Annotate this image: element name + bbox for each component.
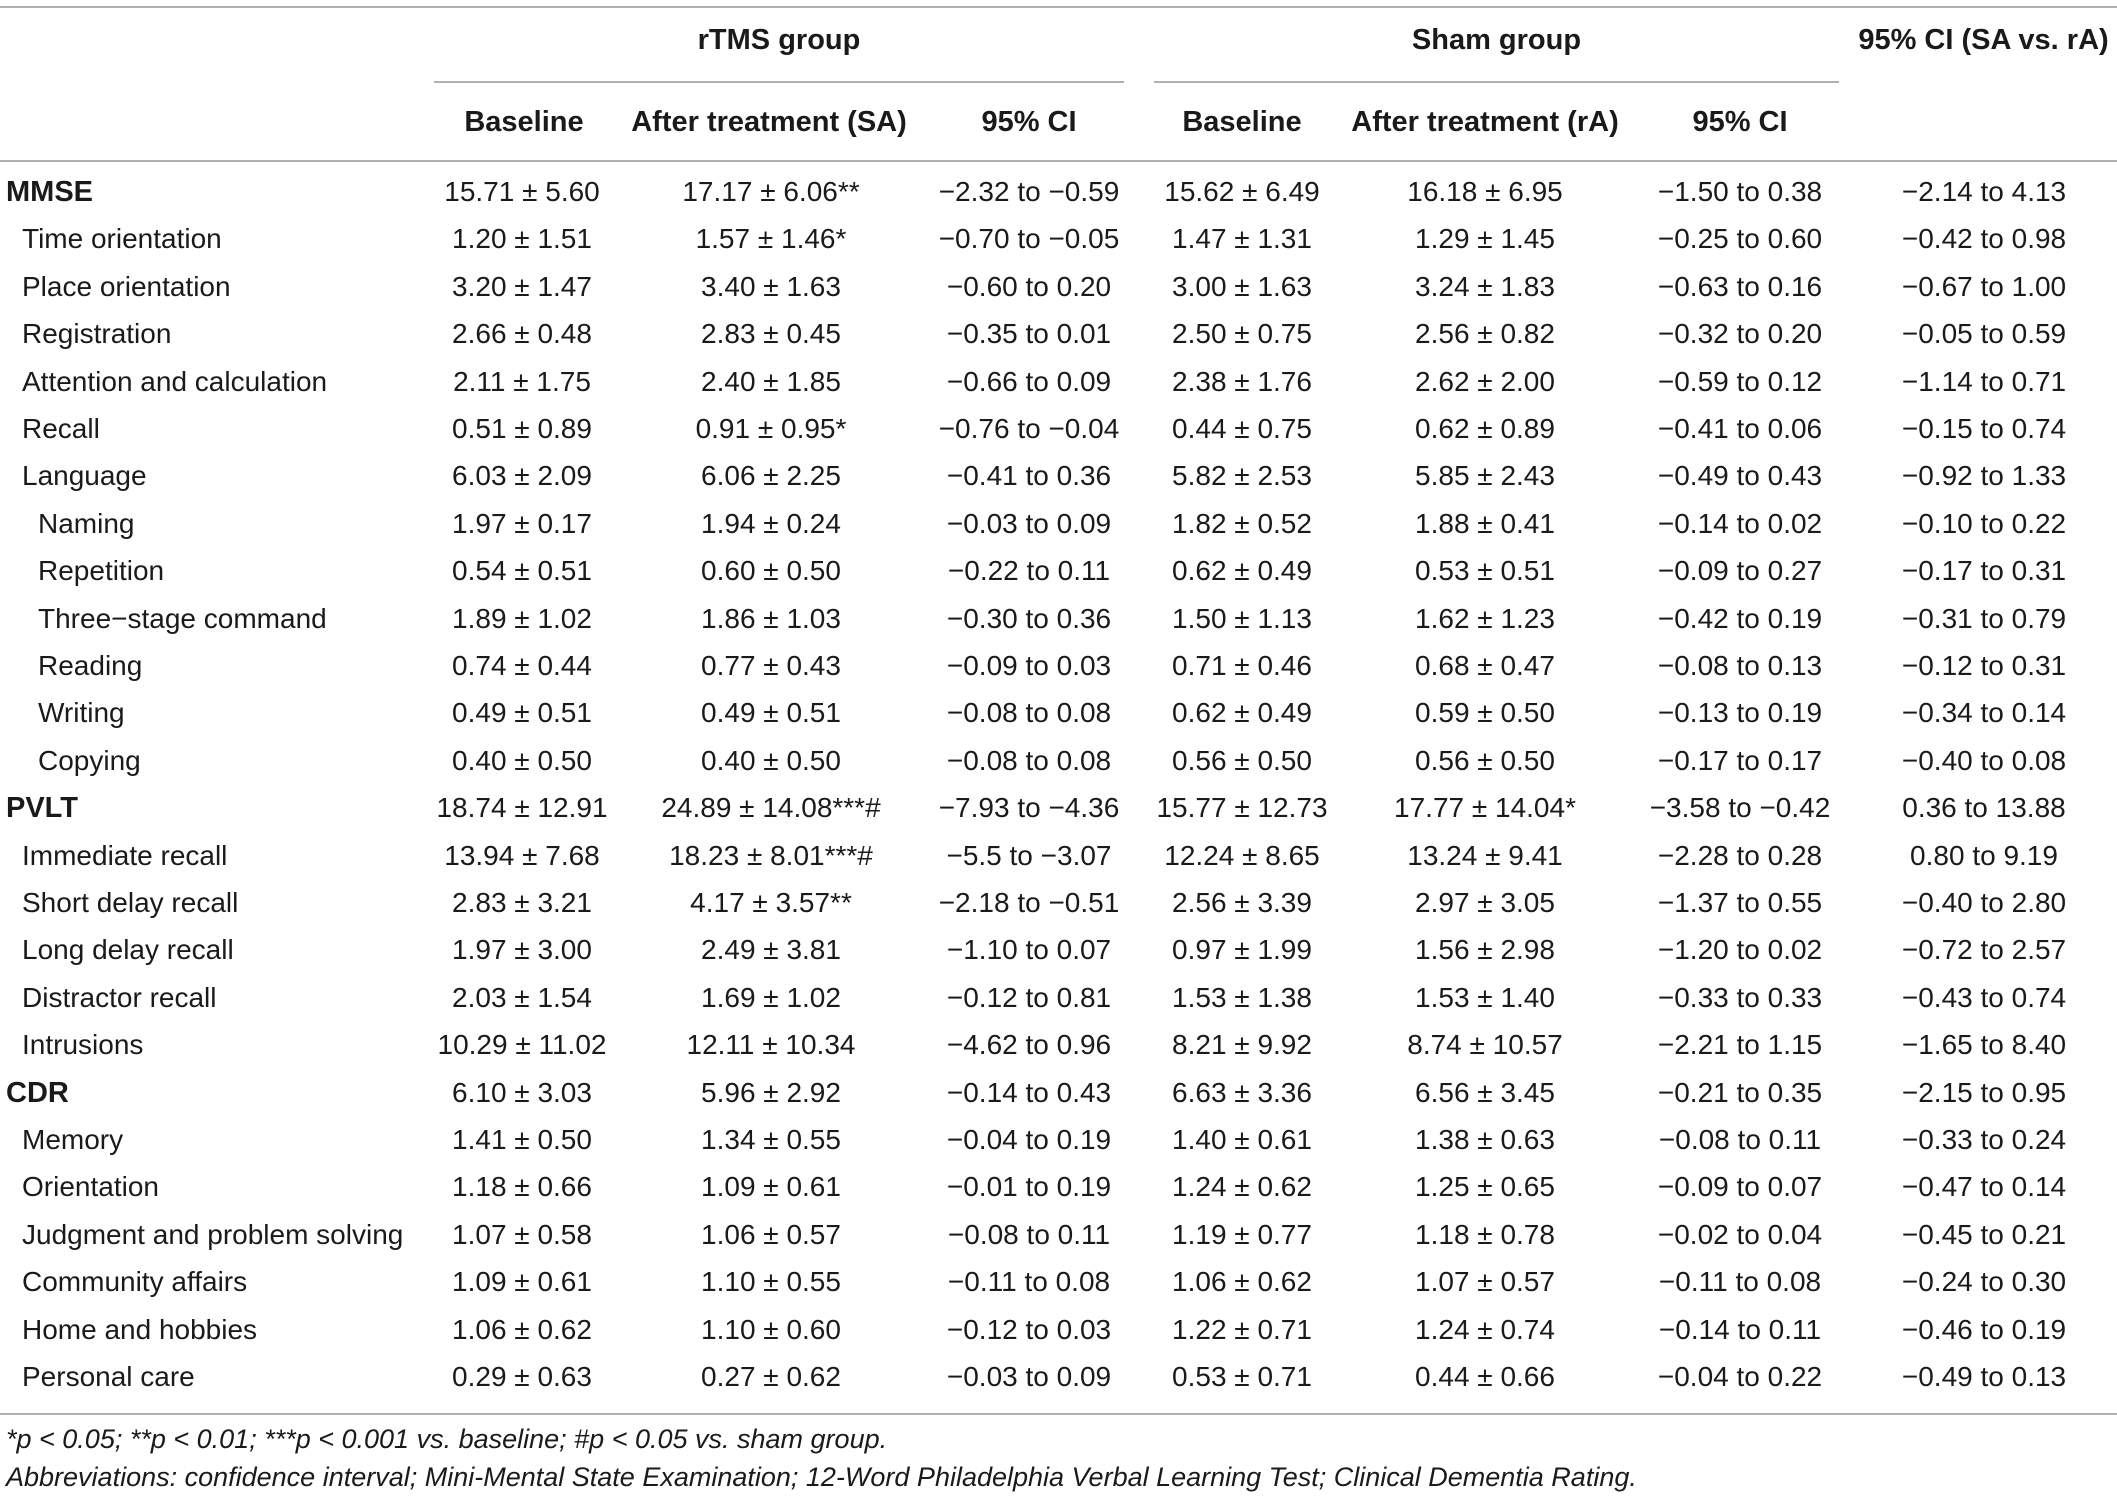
row-label: Attention and calculation xyxy=(22,366,328,397)
sham-after-cell: 6.56 ± 3.45 xyxy=(1415,1077,1555,1108)
sham-after-cell: 0.56 ± 0.50 xyxy=(1415,745,1555,776)
row-label: Repetition xyxy=(38,555,165,586)
ci-sa-vs-ra-cell: −2.14 to 4.13 xyxy=(1901,176,2067,207)
rtms-ci-cell: −0.03 to 0.09 xyxy=(946,508,1112,539)
row-label: Long delay recall xyxy=(22,934,234,965)
sham-ci-cell: −0.13 to 0.19 xyxy=(1657,697,1823,728)
sham-baseline-cell: 6.63 ± 3.36 xyxy=(1172,1077,1312,1108)
row-label: Orientation xyxy=(22,1171,159,1202)
rtms-after-cell: 6.06 ± 2.25 xyxy=(701,460,841,491)
sham-ci-cell: −1.20 to 0.02 xyxy=(1657,934,1823,965)
row-label: Personal care xyxy=(22,1361,195,1392)
sham-baseline-cell: 1.06 ± 0.62 xyxy=(1172,1266,1312,1297)
sham-ci-cell: −0.11 to 0.08 xyxy=(1658,1266,1822,1297)
ci-sa-vs-ra-cell: −0.17 to 0.31 xyxy=(1901,555,2067,586)
rtms-after-cell: 0.40 ± 0.50 xyxy=(701,745,841,776)
rtms-ci-cell: −0.41 to 0.36 xyxy=(946,460,1112,491)
ci-sa-vs-ra-cell: −0.43 to 0.74 xyxy=(1901,982,2067,1013)
rtms-baseline-cell: 2.11 ± 1.75 xyxy=(453,366,591,397)
sham-after-cell: 2.97 ± 3.05 xyxy=(1415,887,1555,918)
rtms-ci-cell: −1.10 to 0.07 xyxy=(946,934,1112,965)
rtms-after-cell: 0.49 ± 0.51 xyxy=(701,697,841,728)
rtms-ci-cell: −0.66 to 0.09 xyxy=(946,366,1112,397)
row-label: Reading xyxy=(38,650,143,681)
sham-ci-cell: −0.21 to 0.35 xyxy=(1657,1077,1823,1108)
rtms-baseline-cell: 6.03 ± 2.09 xyxy=(452,460,592,491)
rtms-baseline-cell: 10.29 ± 11.02 xyxy=(437,1029,607,1060)
rtms-ci-cell: −2.32 to −0.59 xyxy=(938,176,1120,207)
sham-after-cell: 5.85 ± 2.43 xyxy=(1415,460,1555,491)
ci-sa-vs-ra-cell: −0.40 to 2.80 xyxy=(1901,887,2067,918)
ci-sa-vs-ra-cell: 0.36 to 13.88 xyxy=(1902,792,2066,823)
row-label: Copying xyxy=(38,745,141,776)
ci-sa-vs-ra-cell: −0.42 to 0.98 xyxy=(1901,223,2067,254)
sham-ci-cell: −2.21 to 1.15 xyxy=(1657,1029,1823,1060)
sham-after-cell: 1.88 ± 0.41 xyxy=(1415,508,1555,539)
rtms-baseline-cell: 0.29 ± 0.63 xyxy=(452,1361,592,1392)
sham-baseline-cell: 0.97 ± 1.99 xyxy=(1172,934,1312,965)
rtms-baseline-cell: 18.74 ± 12.91 xyxy=(436,792,608,823)
rtms-after-cell: 1.57 ± 1.46* xyxy=(695,223,847,254)
ci-sa-vs-ra-cell: 0.80 to 9.19 xyxy=(1910,840,2058,871)
header-sham-baseline: Baseline xyxy=(1182,106,1302,138)
rtms-baseline-cell: 3.20 ± 1.47 xyxy=(452,271,592,302)
sham-ci-cell: −0.14 to 0.02 xyxy=(1657,508,1823,539)
sham-baseline-cell: 0.56 ± 0.50 xyxy=(1172,745,1312,776)
rtms-baseline-cell: 2.66 ± 0.48 xyxy=(452,318,592,349)
row-label: Writing xyxy=(38,697,125,728)
rtms-ci-cell: −4.62 to 0.96 xyxy=(946,1029,1112,1060)
header-rtms-after: After treatment (SA) xyxy=(631,106,907,138)
rtms-after-cell: 1.06 ± 0.57 xyxy=(701,1219,841,1250)
rtms-after-cell: 1.86 ± 1.03 xyxy=(701,603,841,634)
row-label: Naming xyxy=(38,508,135,539)
ci-sa-vs-ra-cell: −0.45 to 0.21 xyxy=(1901,1219,2067,1250)
rtms-ci-cell: −0.12 to 0.03 xyxy=(946,1314,1112,1345)
sham-after-cell: 1.56 ± 2.98 xyxy=(1415,934,1555,965)
rtms-ci-cell: −0.35 to 0.01 xyxy=(946,318,1112,349)
rtms-baseline-cell: 1.97 ± 3.00 xyxy=(452,934,592,965)
rtms-after-cell: 5.96 ± 2.92 xyxy=(701,1077,841,1108)
rtms-ci-cell: −0.01 to 0.19 xyxy=(946,1171,1112,1202)
header-bottom-rule xyxy=(0,160,2117,162)
ci-sa-vs-ra-cell: −0.10 to 0.22 xyxy=(1901,508,2067,539)
rtms-after-cell: 24.89 ± 14.08***# xyxy=(661,792,881,823)
ci-sa-vs-ra-cell: −0.47 to 0.14 xyxy=(1901,1171,2067,1202)
ci-sa-vs-ra-cell: −0.33 to 0.24 xyxy=(1901,1124,2067,1155)
table-top-rule xyxy=(0,6,2117,8)
sham-baseline-cell: 1.19 ± 0.77 xyxy=(1172,1219,1312,1250)
section-label: PVLT xyxy=(6,792,78,824)
rtms-ci-cell: −0.60 to 0.20 xyxy=(946,271,1112,302)
rtms-ci-cell: −0.76 to −0.04 xyxy=(938,413,1120,444)
sham-after-cell: 1.07 ± 0.57 xyxy=(1415,1266,1555,1297)
rtms-after-cell: 18.23 ± 8.01***# xyxy=(669,840,873,871)
rtms-after-cell: 2.83 ± 0.45 xyxy=(701,318,841,349)
ci-sa-vs-ra-cell: −0.31 to 0.79 xyxy=(1901,603,2067,634)
rtms-group-rule xyxy=(434,81,1124,83)
footnote-abbreviations: Abbreviations: confidence interval; Mini-Mental State Examination; 12-Word Philadelphia Verbal Learning Test; Clinical Dementia Rating. xyxy=(6,1462,1637,1492)
sham-after-cell: 13.24 ± 9.41 xyxy=(1407,840,1563,871)
rtms-baseline-cell: 2.03 ± 1.54 xyxy=(452,982,592,1013)
rtms-after-cell: 2.49 ± 3.81 xyxy=(701,934,841,965)
rtms-baseline-cell: 0.54 ± 0.51 xyxy=(452,555,592,586)
rtms-ci-cell: −0.08 to 0.11 xyxy=(947,1219,1111,1250)
header-sham-ci: 95% CI xyxy=(1692,106,1788,138)
sham-ci-cell: −0.09 to 0.07 xyxy=(1657,1171,1823,1202)
sham-after-cell: 0.44 ± 0.66 xyxy=(1415,1361,1555,1392)
ci-sa-vs-ra-cell: −0.34 to 0.14 xyxy=(1901,697,2067,728)
sham-baseline-cell: 1.82 ± 0.52 xyxy=(1172,508,1312,539)
sham-baseline-cell: 2.56 ± 3.39 xyxy=(1172,887,1312,918)
sham-baseline-cell: 1.22 ± 0.71 xyxy=(1172,1314,1312,1345)
rtms-baseline-cell: 15.71 ± 5.60 xyxy=(444,176,600,207)
sham-ci-cell: −0.08 to 0.13 xyxy=(1657,650,1823,681)
sham-ci-cell: −1.37 to 0.55 xyxy=(1657,887,1823,918)
rtms-baseline-cell: 1.41 ± 0.50 xyxy=(452,1124,592,1155)
row-label: Language xyxy=(22,460,147,491)
sham-ci-cell: −1.50 to 0.38 xyxy=(1657,176,1823,207)
sham-baseline-cell: 3.00 ± 1.63 xyxy=(1172,271,1312,302)
rtms-baseline-cell: 1.06 ± 0.62 xyxy=(452,1314,592,1345)
rtms-ci-cell: −0.30 to 0.36 xyxy=(946,603,1112,634)
sham-ci-cell: −0.42 to 0.19 xyxy=(1657,603,1823,634)
rtms-after-cell: 1.10 ± 0.60 xyxy=(701,1314,841,1345)
sham-baseline-cell: 2.38 ± 1.76 xyxy=(1172,366,1312,397)
rtms-after-cell: 4.17 ± 3.57** xyxy=(690,887,852,918)
rtms-ci-cell: −0.12 to 0.81 xyxy=(946,982,1112,1013)
row-label: Short delay recall xyxy=(22,887,239,918)
sham-ci-cell: −2.28 to 0.28 xyxy=(1657,840,1823,871)
ci-sa-vs-ra-cell: −1.65 to 8.40 xyxy=(1901,1029,2067,1060)
row-label: Memory xyxy=(22,1124,124,1155)
sham-ci-cell: −0.17 to 0.17 xyxy=(1657,745,1823,776)
rtms-ci-cell: −0.03 to 0.09 xyxy=(946,1361,1112,1392)
rtms-ci-cell: −0.09 to 0.03 xyxy=(946,650,1112,681)
sham-after-cell: 0.62 ± 0.89 xyxy=(1415,413,1555,444)
ci-sa-vs-ra-cell: −0.46 to 0.19 xyxy=(1901,1314,2067,1345)
rtms-after-cell: 1.34 ± 0.55 xyxy=(701,1124,841,1155)
rtms-after-cell: 0.27 ± 0.62 xyxy=(701,1361,841,1392)
header-rtms-ci: 95% CI xyxy=(981,106,1077,138)
rtms-ci-cell: −0.70 to −0.05 xyxy=(938,223,1120,254)
sham-baseline-cell: 15.77 ± 12.73 xyxy=(1156,792,1328,823)
rtms-baseline-cell: 0.49 ± 0.51 xyxy=(452,697,592,728)
ci-sa-vs-ra-cell: −0.05 to 0.59 xyxy=(1901,318,2067,349)
sham-baseline-cell: 5.82 ± 2.53 xyxy=(1172,460,1312,491)
rtms-ci-cell: −7.93 to −4.36 xyxy=(938,792,1120,823)
ci-sa-vs-ra-cell: −0.49 to 0.13 xyxy=(1901,1361,2067,1392)
header-rtms-group: rTMS group xyxy=(697,24,861,56)
rtms-after-cell: 0.77 ± 0.43 xyxy=(701,650,841,681)
rtms-baseline-cell: 1.09 ± 0.61 xyxy=(452,1266,592,1297)
sham-baseline-cell: 1.47 ± 1.31 xyxy=(1172,223,1312,254)
ci-sa-vs-ra-cell: −0.15 to 0.74 xyxy=(1901,413,2067,444)
rtms-after-cell: 3.40 ± 1.63 xyxy=(701,271,841,302)
sham-ci-cell: −0.32 to 0.20 xyxy=(1657,318,1823,349)
rtms-baseline-cell: 0.74 ± 0.44 xyxy=(452,650,592,681)
rtms-after-cell: 1.69 ± 1.02 xyxy=(701,982,841,1013)
rtms-baseline-cell: 1.97 ± 0.17 xyxy=(452,508,592,539)
ci-sa-vs-ra-cell: −0.67 to 1.00 xyxy=(1901,271,2067,302)
rtms-baseline-cell: 13.94 ± 7.68 xyxy=(444,840,600,871)
sham-baseline-cell: 1.40 ± 0.61 xyxy=(1172,1124,1312,1155)
ci-sa-vs-ra-cell: −2.15 to 0.95 xyxy=(1901,1077,2067,1108)
row-label: Immediate recall xyxy=(22,840,228,871)
footnote-significance: *p < 0.05; **p < 0.01; ***p < 0.001 vs. baseline; #p < 0.05 vs. sham group. xyxy=(6,1424,888,1454)
sham-ci-cell: −0.02 to 0.04 xyxy=(1657,1219,1823,1250)
sham-after-cell: 2.56 ± 0.82 xyxy=(1415,318,1555,349)
sham-ci-cell: −0.59 to 0.12 xyxy=(1657,366,1823,397)
header-ci-sa-vs-ra: 95% CI (SA vs. rA) xyxy=(1858,24,2109,56)
sham-after-cell: 0.59 ± 0.50 xyxy=(1415,697,1555,728)
rtms-ci-cell: −0.04 to 0.19 xyxy=(946,1124,1112,1155)
rtms-baseline-cell: 2.83 ± 3.21 xyxy=(452,887,592,918)
sham-after-cell: 1.53 ± 1.40 xyxy=(1415,982,1555,1013)
ci-sa-vs-ra-cell: −0.72 to 2.57 xyxy=(1901,934,2067,965)
sham-after-cell: 1.25 ± 0.65 xyxy=(1415,1171,1555,1202)
sham-after-cell: 1.18 ± 0.78 xyxy=(1415,1219,1555,1250)
rtms-after-cell: 1.10 ± 0.55 xyxy=(701,1266,841,1297)
row-label: Home and hobbies xyxy=(22,1314,258,1345)
rtms-after-cell: 0.91 ± 0.95* xyxy=(695,413,847,444)
section-label: CDR xyxy=(6,1077,69,1109)
row-label: Community affairs xyxy=(22,1266,248,1297)
rtms-after-cell: 12.11 ± 10.34 xyxy=(686,1029,856,1060)
rtms-ci-cell: −2.18 to −0.51 xyxy=(938,887,1120,918)
sham-ci-cell: −0.33 to 0.33 xyxy=(1657,982,1823,1013)
sham-baseline-cell: 1.50 ± 1.13 xyxy=(1172,603,1312,634)
sham-ci-cell: −0.08 to 0.11 xyxy=(1658,1124,1822,1155)
section-label: MMSE xyxy=(6,176,93,208)
rtms-ci-cell: −0.11 to 0.08 xyxy=(947,1266,1111,1297)
sham-group-rule xyxy=(1154,81,1839,83)
sham-ci-cell: −0.04 to 0.22 xyxy=(1657,1361,1823,1392)
sham-baseline-cell: 0.71 ± 0.46 xyxy=(1172,650,1312,681)
sham-baseline-cell: 1.24 ± 0.62 xyxy=(1172,1171,1312,1202)
rtms-ci-cell: −0.08 to 0.08 xyxy=(946,745,1112,776)
rtms-after-cell: 1.94 ± 0.24 xyxy=(701,508,841,539)
ci-sa-vs-ra-cell: −0.40 to 0.08 xyxy=(1901,745,2067,776)
sham-after-cell: 1.38 ± 0.63 xyxy=(1415,1124,1555,1155)
rtms-after-cell: 1.09 ± 0.61 xyxy=(701,1171,841,1202)
sham-ci-cell: −0.09 to 0.27 xyxy=(1657,555,1823,586)
rtms-after-cell: 0.60 ± 0.50 xyxy=(701,555,841,586)
sham-after-cell: 1.62 ± 1.23 xyxy=(1415,603,1555,634)
row-label: Time orientation xyxy=(22,223,222,254)
header-sham-after: After treatment (rA) xyxy=(1351,106,1619,138)
rtms-ci-cell: −0.08 to 0.08 xyxy=(946,697,1112,728)
rtms-baseline-cell: 1.18 ± 0.66 xyxy=(452,1171,592,1202)
sham-after-cell: 2.62 ± 2.00 xyxy=(1415,366,1555,397)
sham-baseline-cell: 0.62 ± 0.49 xyxy=(1172,555,1312,586)
sham-after-cell: 3.24 ± 1.83 xyxy=(1415,271,1555,302)
row-label: Intrusions xyxy=(22,1029,144,1060)
sham-after-cell: 1.24 ± 0.74 xyxy=(1415,1314,1555,1345)
row-label: Recall xyxy=(22,413,100,444)
ci-sa-vs-ra-cell: −0.24 to 0.30 xyxy=(1901,1266,2067,1297)
sham-baseline-cell: 8.21 ± 9.92 xyxy=(1172,1029,1312,1060)
sham-baseline-cell: 0.62 ± 0.49 xyxy=(1172,697,1312,728)
ci-sa-vs-ra-cell: −0.92 to 1.33 xyxy=(1901,460,2067,491)
sham-baseline-cell: 15.62 ± 6.49 xyxy=(1164,176,1320,207)
sham-ci-cell: −3.58 to −0.42 xyxy=(1649,792,1831,823)
sham-ci-cell: −0.14 to 0.11 xyxy=(1658,1314,1822,1345)
rtms-baseline-cell: 6.10 ± 3.03 xyxy=(452,1077,592,1108)
sham-ci-cell: −0.49 to 0.43 xyxy=(1657,460,1823,491)
row-label: Three−stage command xyxy=(38,603,327,634)
sham-baseline-cell: 0.44 ± 0.75 xyxy=(1172,413,1312,444)
sham-baseline-cell: 1.53 ± 1.38 xyxy=(1172,982,1312,1013)
rtms-after-cell: 17.17 ± 6.06** xyxy=(682,176,860,207)
sham-ci-cell: −0.41 to 0.06 xyxy=(1657,413,1823,444)
sham-baseline-cell: 12.24 ± 8.65 xyxy=(1164,840,1320,871)
row-label: Registration xyxy=(22,318,172,349)
sham-after-cell: 17.77 ± 14.04* xyxy=(1394,792,1576,823)
header-sham-group: Sham group xyxy=(1411,24,1582,56)
rtms-baseline-cell: 1.20 ± 1.51 xyxy=(452,223,592,254)
sham-ci-cell: −0.25 to 0.60 xyxy=(1657,223,1823,254)
sham-after-cell: 16.18 ± 6.95 xyxy=(1407,176,1563,207)
row-label: Distractor recall xyxy=(22,982,217,1013)
rtms-ci-cell: −0.22 to 0.11 xyxy=(947,555,1111,586)
sham-baseline-cell: 2.50 ± 0.75 xyxy=(1172,318,1312,349)
ci-sa-vs-ra-cell: −0.12 to 0.31 xyxy=(1901,650,2067,681)
row-label: Judgment and problem solving xyxy=(22,1219,404,1250)
rtms-baseline-cell: 0.40 ± 0.50 xyxy=(452,745,592,776)
row-label: Place orientation xyxy=(22,271,231,302)
rtms-after-cell: 2.40 ± 1.85 xyxy=(701,366,841,397)
sham-ci-cell: −0.63 to 0.16 xyxy=(1657,271,1823,302)
sham-after-cell: 0.53 ± 0.51 xyxy=(1415,555,1555,586)
header-rtms-baseline: Baseline xyxy=(464,106,584,138)
table-bottom-rule xyxy=(0,1413,2117,1415)
sham-baseline-cell: 0.53 ± 0.71 xyxy=(1172,1361,1312,1392)
sham-after-cell: 8.74 ± 10.57 xyxy=(1407,1029,1563,1060)
rtms-baseline-cell: 1.89 ± 1.02 xyxy=(452,603,592,634)
sham-after-cell: 1.29 ± 1.45 xyxy=(1415,223,1555,254)
rtms-baseline-cell: 1.07 ± 0.58 xyxy=(452,1219,592,1250)
sham-after-cell: 0.68 ± 0.47 xyxy=(1415,650,1555,681)
rtms-baseline-cell: 0.51 ± 0.89 xyxy=(452,413,592,444)
ci-sa-vs-ra-cell: −1.14 to 0.71 xyxy=(1901,366,2067,397)
rtms-ci-cell: −0.14 to 0.43 xyxy=(946,1077,1112,1108)
rtms-ci-cell: −5.5 to −3.07 xyxy=(946,840,1112,871)
